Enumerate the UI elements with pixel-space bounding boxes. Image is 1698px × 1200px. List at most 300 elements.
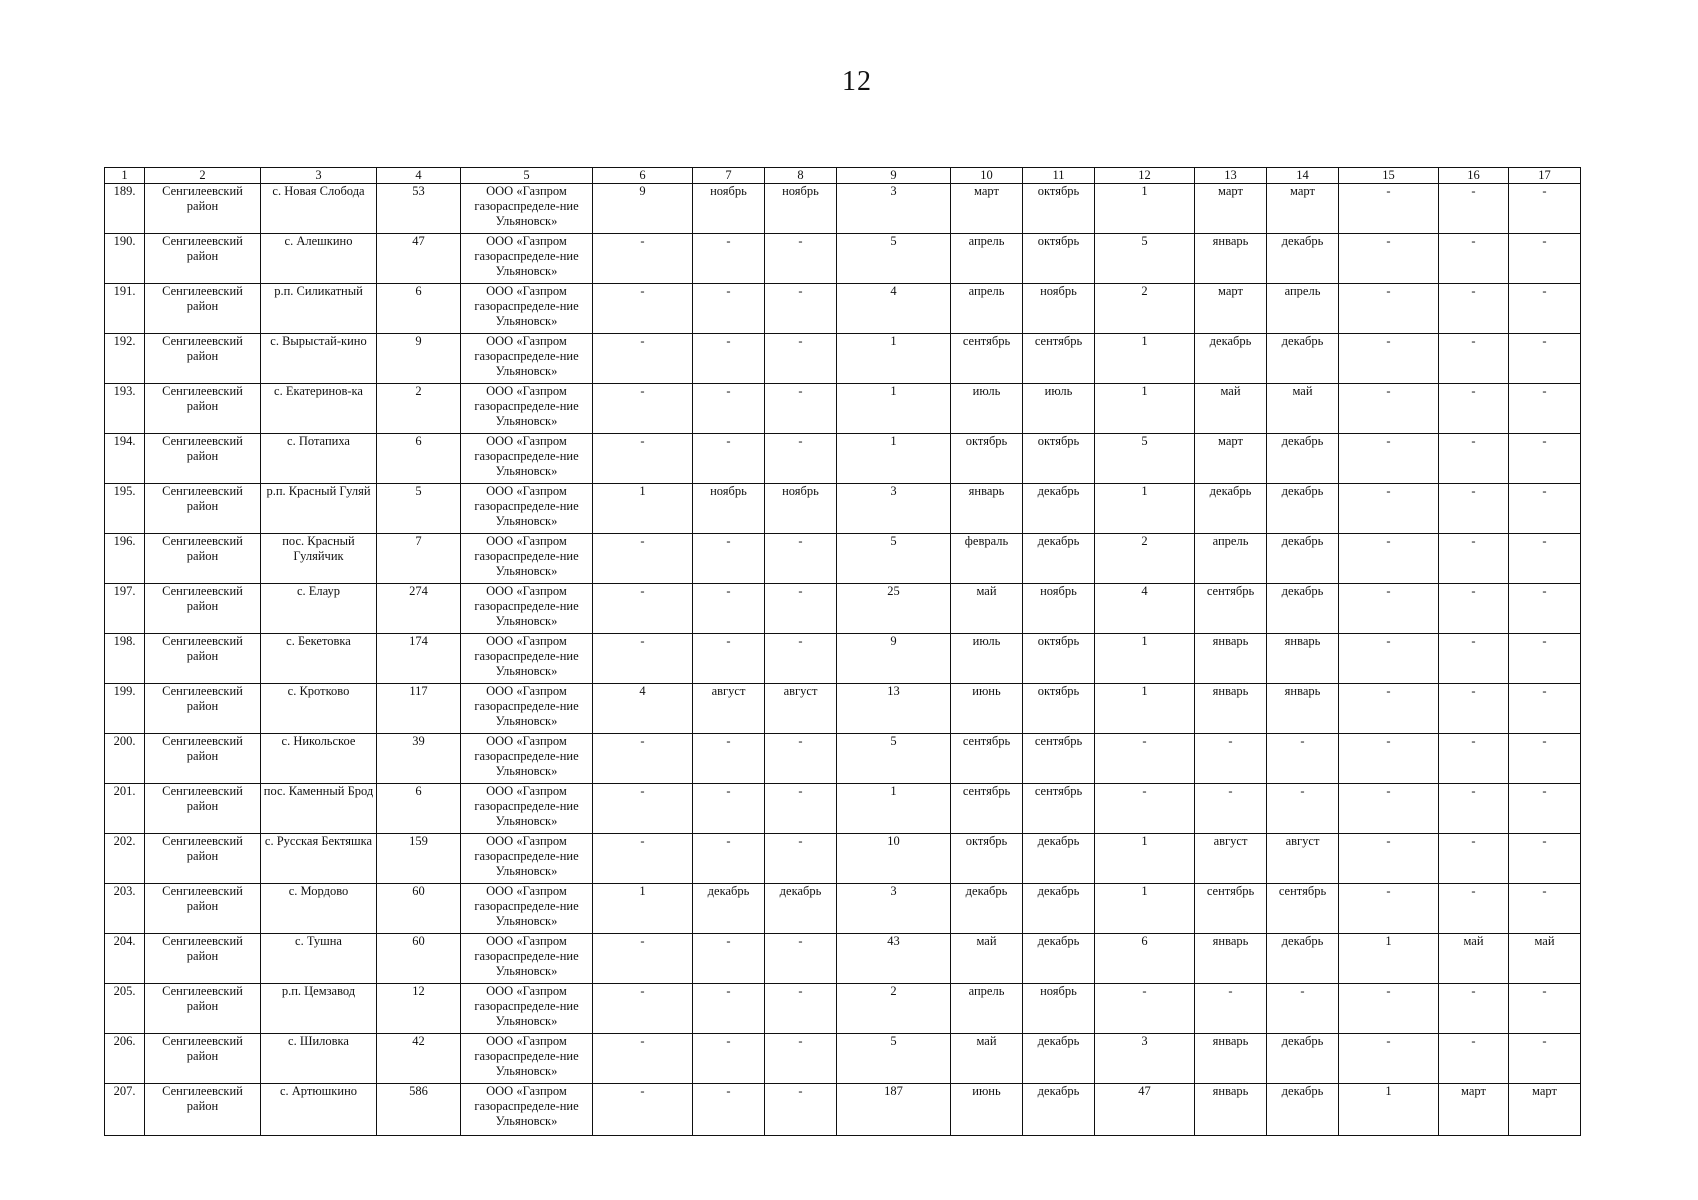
col4-cell: 274 [377,584,461,634]
col7-cell: - [693,334,765,384]
district-cell: Сенгилеевский район [145,934,261,984]
col16-cell: - [1439,484,1509,534]
settlement-cell: с. Тушна [261,934,377,984]
col8-cell: декабрь [765,884,837,934]
col9-cell: 1 [837,434,951,484]
col8-cell: - [765,634,837,684]
col7-cell: - [693,284,765,334]
col17-cell: - [1509,734,1581,784]
col10-cell: январь [951,484,1023,534]
row-number: 203. [105,884,145,934]
col7-cell: август [693,684,765,734]
table-body [105,184,1581,1136]
col17-cell: - [1509,634,1581,684]
col10-cell: июнь [951,1084,1023,1136]
col8-cell: - [765,384,837,434]
column-header-2: 2 [145,168,261,184]
col13-cell: май [1195,384,1267,434]
operator-cell: ООО «Газпром газораспределе-ние Ульяновск» [461,984,593,1034]
col15-cell: - [1339,734,1439,784]
table-row [105,884,1581,934]
district-cell: Сенгилеевский район [145,534,261,584]
district-cell: Сенгилеевский район [145,784,261,834]
col6-cell: - [593,1084,693,1136]
col6-cell: - [593,784,693,834]
row-number: 199. [105,684,145,734]
operator-cell: ООО «Газпром газораспределе-ние Ульяновск» [461,1084,593,1136]
col11-cell: ноябрь [1023,284,1095,334]
district-cell: Сенгилеевский район [145,384,261,434]
settlement-cell: р.п. Красный Гуляй [261,484,377,534]
col10-cell: апрель [951,984,1023,1034]
col7-cell: - [693,834,765,884]
row-number: 189. [105,184,145,234]
col7-cell: декабрь [693,884,765,934]
operator-cell: ООО «Газпром газораспределе-ние Ульяновск» [461,734,593,784]
col16-cell: - [1439,634,1509,684]
table-row [105,684,1581,734]
col8-cell: - [765,584,837,634]
operator-cell: ООО «Газпром газораспределе-ние Ульяновск» [461,584,593,634]
col7-cell: - [693,934,765,984]
col10-cell: декабрь [951,884,1023,934]
col14-cell: декабрь [1267,934,1339,984]
col17-cell: - [1509,484,1581,534]
operator-cell: ООО «Газпром газораспределе-ние Ульяновск» [461,684,593,734]
column-header-16: 16 [1439,168,1509,184]
col11-cell: октябрь [1023,234,1095,284]
operator-cell: ООО «Газпром газораспределе-ние Ульяновск» [461,634,593,684]
settlement-cell: с. Артюшкино [261,1084,377,1136]
column-number-row [105,168,1581,184]
col10-cell: май [951,1034,1023,1084]
col6-cell: - [593,734,693,784]
col17-cell: март [1509,1084,1581,1136]
district-cell: Сенгилеевский район [145,184,261,234]
col13-cell: март [1195,284,1267,334]
col13-cell: - [1195,734,1267,784]
col9-cell: 5 [837,234,951,284]
col13-cell: сентябрь [1195,584,1267,634]
col12-cell: 1 [1095,634,1195,684]
col16-cell: - [1439,534,1509,584]
col4-cell: 6 [377,284,461,334]
col6-cell: 4 [593,684,693,734]
col12-cell: 2 [1095,534,1195,584]
row-number: 207. [105,1084,145,1136]
col12-cell: 1 [1095,834,1195,884]
col15-cell: - [1339,584,1439,634]
district-cell: Сенгилеевский район [145,584,261,634]
row-number: 206. [105,1034,145,1084]
settlement-cell: пос. Каменный Брод [261,784,377,834]
row-number: 193. [105,384,145,434]
col11-cell: сентябрь [1023,734,1095,784]
col6-cell: - [593,1034,693,1084]
row-number: 202. [105,834,145,884]
row-number: 204. [105,934,145,984]
col12-cell: 3 [1095,1034,1195,1084]
col11-cell: июль [1023,384,1095,434]
col16-cell: - [1439,784,1509,834]
col17-cell: - [1509,384,1581,434]
col15-cell: - [1339,834,1439,884]
col12-cell: 4 [1095,584,1195,634]
settlement-cell: с. Елаур [261,584,377,634]
col10-cell: май [951,584,1023,634]
settlement-cell: с. Кротково [261,684,377,734]
col8-cell: - [765,234,837,284]
district-cell: Сенгилеевский район [145,234,261,284]
row-number: 197. [105,584,145,634]
col17-cell: - [1509,1034,1581,1084]
col4-cell: 174 [377,634,461,684]
col11-cell: ноябрь [1023,584,1095,634]
col13-cell: март [1195,434,1267,484]
col9-cell: 4 [837,284,951,334]
col12-cell: 1 [1095,684,1195,734]
col9-cell: 1 [837,784,951,834]
col15-cell: - [1339,784,1439,834]
column-header-10: 10 [951,168,1023,184]
col7-cell: - [693,734,765,784]
col10-cell: февраль [951,534,1023,584]
col12-cell: 2 [1095,284,1195,334]
table-row [105,184,1581,234]
col8-cell: август [765,684,837,734]
district-cell: Сенгилеевский район [145,1034,261,1084]
col4-cell: 6 [377,434,461,484]
settlement-cell: с. Новая Слобода [261,184,377,234]
col7-cell: - [693,584,765,634]
operator-cell: ООО «Газпром газораспределе-ние Ульяновск» [461,234,593,284]
col10-cell: май [951,934,1023,984]
settlement-cell: с. Екатеринов-ка [261,384,377,434]
table-row [105,834,1581,884]
col17-cell: - [1509,534,1581,584]
table-row [105,484,1581,534]
col12-cell: 1 [1095,184,1195,234]
col7-cell: - [693,784,765,834]
table-row [105,784,1581,834]
operator-cell: ООО «Газпром газораспределе-ние Ульяновск» [461,834,593,884]
row-number: 191. [105,284,145,334]
column-header-8: 8 [765,168,837,184]
col15-cell: - [1339,984,1439,1034]
row-number: 196. [105,534,145,584]
col12-cell: 6 [1095,934,1195,984]
col12-cell: - [1095,784,1195,834]
col11-cell: декабрь [1023,534,1095,584]
col14-cell: август [1267,834,1339,884]
col7-cell: - [693,634,765,684]
col9-cell: 3 [837,184,951,234]
col11-cell: сентябрь [1023,784,1095,834]
col13-cell: - [1195,984,1267,1034]
col16-cell: - [1439,384,1509,434]
gasification-schedule-table [104,167,1581,1136]
col9-cell: 2 [837,984,951,1034]
row-number: 198. [105,634,145,684]
col14-cell: декабрь [1267,484,1339,534]
col4-cell: 53 [377,184,461,234]
col13-cell: - [1195,784,1267,834]
col9-cell: 1 [837,384,951,434]
col17-cell: - [1509,234,1581,284]
district-cell: Сенгилеевский район [145,334,261,384]
col14-cell: декабрь [1267,534,1339,584]
column-header-4: 4 [377,168,461,184]
col10-cell: март [951,184,1023,234]
col9-cell: 5 [837,734,951,784]
col17-cell: - [1509,184,1581,234]
col16-cell: март [1439,1084,1509,1136]
row-number: 195. [105,484,145,534]
operator-cell: ООО «Газпром газораспределе-ние Ульяновск» [461,884,593,934]
operator-cell: ООО «Газпром газораспределе-ние Ульяновск» [461,1034,593,1084]
operator-cell: ООО «Газпром газораспределе-ние Ульяновск» [461,384,593,434]
settlement-cell: пос. Красный Гуляйчик [261,534,377,584]
col4-cell: 7 [377,534,461,584]
col7-cell: - [693,434,765,484]
col14-cell: май [1267,384,1339,434]
col13-cell: август [1195,834,1267,884]
col6-cell: - [593,584,693,634]
col7-cell: - [693,1084,765,1136]
table-row [105,234,1581,284]
column-header-12: 12 [1095,168,1195,184]
col6-cell: - [593,534,693,584]
col15-cell: 1 [1339,1084,1439,1136]
table-row [105,734,1581,784]
col14-cell: - [1267,784,1339,834]
col13-cell: январь [1195,934,1267,984]
col8-cell: - [765,934,837,984]
col14-cell: январь [1267,634,1339,684]
column-header-6: 6 [593,168,693,184]
col9-cell: 1 [837,334,951,384]
col7-cell: - [693,384,765,434]
district-cell: Сенгилеевский район [145,684,261,734]
col14-cell: декабрь [1267,334,1339,384]
col16-cell: - [1439,734,1509,784]
col16-cell: - [1439,684,1509,734]
operator-cell: ООО «Газпром газораспределе-ние Ульяновск» [461,784,593,834]
table-row [105,984,1581,1034]
col16-cell: май [1439,934,1509,984]
col11-cell: октябрь [1023,184,1095,234]
page-number: 12 [842,66,872,97]
row-number: 205. [105,984,145,1034]
row-number: 201. [105,784,145,834]
col10-cell: сентябрь [951,734,1023,784]
col4-cell: 42 [377,1034,461,1084]
district-cell: Сенгилеевский район [145,884,261,934]
col6-cell: - [593,334,693,384]
district-cell: Сенгилеевский район [145,434,261,484]
operator-cell: ООО «Газпром газораспределе-ние Ульяновск» [461,534,593,584]
table-row [105,534,1581,584]
col11-cell: декабрь [1023,484,1095,534]
col8-cell: - [765,1034,837,1084]
col17-cell: - [1509,884,1581,934]
district-cell: Сенгилеевский район [145,484,261,534]
col8-cell: ноябрь [765,184,837,234]
district-cell: Сенгилеевский район [145,284,261,334]
column-header-1: 1 [105,168,145,184]
settlement-cell: с. Бекетовка [261,634,377,684]
col6-cell: - [593,834,693,884]
col15-cell: - [1339,334,1439,384]
row-number: 192. [105,334,145,384]
col4-cell: 586 [377,1084,461,1136]
col15-cell: 1 [1339,934,1439,984]
col15-cell: - [1339,384,1439,434]
col15-cell: - [1339,434,1439,484]
table-row [105,934,1581,984]
col14-cell: декабрь [1267,584,1339,634]
col6-cell: - [593,384,693,434]
column-header-7: 7 [693,168,765,184]
district-cell: Сенгилеевский район [145,634,261,684]
col15-cell: - [1339,284,1439,334]
col10-cell: июль [951,384,1023,434]
settlement-cell: с. Потапиха [261,434,377,484]
table-row [105,1034,1581,1084]
col9-cell: 5 [837,534,951,584]
col6-cell: 9 [593,184,693,234]
column-header-9: 9 [837,168,951,184]
col17-cell: май [1509,934,1581,984]
col4-cell: 117 [377,684,461,734]
row-number: 194. [105,434,145,484]
col4-cell: 5 [377,484,461,534]
col4-cell: 39 [377,734,461,784]
col17-cell: - [1509,784,1581,834]
col7-cell: - [693,984,765,1034]
col4-cell: 60 [377,884,461,934]
column-header-5: 5 [461,168,593,184]
col17-cell: - [1509,434,1581,484]
col13-cell: январь [1195,234,1267,284]
col10-cell: апрель [951,284,1023,334]
district-cell: Сенгилеевский район [145,1084,261,1136]
operator-cell: ООО «Газпром газораспределе-ние Ульяновск» [461,934,593,984]
col15-cell: - [1339,1034,1439,1084]
col12-cell: - [1095,984,1195,1034]
table-header [105,168,1581,184]
col15-cell: - [1339,184,1439,234]
col16-cell: - [1439,984,1509,1034]
col15-cell: - [1339,634,1439,684]
col17-cell: - [1509,284,1581,334]
col14-cell: - [1267,734,1339,784]
column-header-13: 13 [1195,168,1267,184]
col16-cell: - [1439,1034,1509,1084]
col4-cell: 6 [377,784,461,834]
col10-cell: июль [951,634,1023,684]
col13-cell: декабрь [1195,334,1267,384]
col4-cell: 47 [377,234,461,284]
col7-cell: ноябрь [693,484,765,534]
col6-cell: 1 [593,484,693,534]
col11-cell: декабрь [1023,1034,1095,1084]
table-row [105,1084,1581,1136]
col17-cell: - [1509,584,1581,634]
col8-cell: - [765,834,837,884]
col9-cell: 10 [837,834,951,884]
row-number: 200. [105,734,145,784]
col11-cell: декабрь [1023,884,1095,934]
operator-cell: ООО «Газпром газораспределе-ние Ульяновск» [461,184,593,234]
col11-cell: октябрь [1023,634,1095,684]
col13-cell: декабрь [1195,484,1267,534]
col14-cell: декабрь [1267,1084,1339,1136]
settlement-cell: с. Вырыстай-кино [261,334,377,384]
col6-cell: - [593,634,693,684]
col7-cell: - [693,534,765,584]
col8-cell: - [765,784,837,834]
column-header-14: 14 [1267,168,1339,184]
col14-cell: сентябрь [1267,884,1339,934]
col13-cell: январь [1195,1084,1267,1136]
col16-cell: - [1439,334,1509,384]
col6-cell: - [593,434,693,484]
row-number: 190. [105,234,145,284]
col9-cell: 43 [837,934,951,984]
col8-cell: - [765,734,837,784]
operator-cell: ООО «Газпром газораспределе-ние Ульяновск» [461,434,593,484]
col17-cell: - [1509,984,1581,1034]
col8-cell: - [765,534,837,584]
col12-cell: 5 [1095,234,1195,284]
col8-cell: - [765,434,837,484]
col10-cell: июнь [951,684,1023,734]
col7-cell: - [693,1034,765,1084]
col4-cell: 2 [377,384,461,434]
settlement-cell: с. Шиловка [261,1034,377,1084]
col4-cell: 159 [377,834,461,884]
settlement-cell: с. Русская Бектяшка [261,834,377,884]
col16-cell: - [1439,284,1509,334]
table-row [105,384,1581,434]
col12-cell: 1 [1095,384,1195,434]
col10-cell: октябрь [951,434,1023,484]
column-header-17: 17 [1509,168,1581,184]
table-row [105,584,1581,634]
col11-cell: декабрь [1023,934,1095,984]
col4-cell: 12 [377,984,461,1034]
col14-cell: апрель [1267,284,1339,334]
col13-cell: март [1195,184,1267,234]
col13-cell: апрель [1195,534,1267,584]
col14-cell: декабрь [1267,1034,1339,1084]
col10-cell: сентябрь [951,334,1023,384]
col6-cell: - [593,984,693,1034]
col12-cell: 1 [1095,334,1195,384]
table-row [105,434,1581,484]
col6-cell: 1 [593,884,693,934]
col14-cell: март [1267,184,1339,234]
settlement-cell: р.п. Цемзавод [261,984,377,1034]
table-row [105,284,1581,334]
column-header-15: 15 [1339,168,1439,184]
col8-cell: - [765,284,837,334]
col13-cell: январь [1195,634,1267,684]
operator-cell: ООО «Газпром газораспределе-ние Ульяновск» [461,484,593,534]
col7-cell: - [693,234,765,284]
col10-cell: сентябрь [951,784,1023,834]
